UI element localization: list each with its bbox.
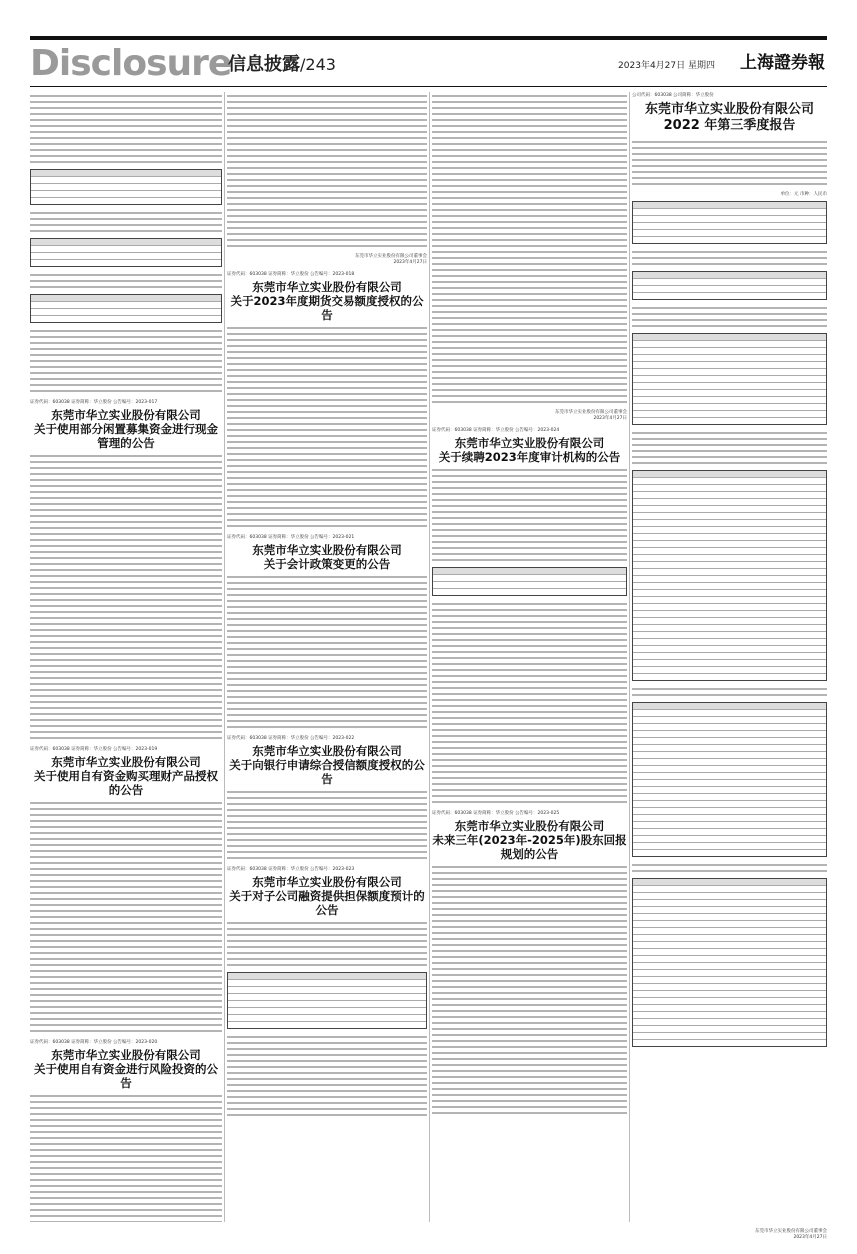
announcement-title: 东莞市华立实业股份有限公司 关于使用自有资金购买理财产品授权的公告 <box>34 755 218 797</box>
newspaper-name: 上海證券報 <box>740 53 825 73</box>
masthead-underline <box>30 86 827 87</box>
announcement-title: 东莞市华立实业股份有限公司 关于使用部分闲置募集资金进行现金管理的公告 <box>34 408 218 450</box>
data-table <box>432 567 627 596</box>
masthead <box>30 44 827 84</box>
announcement-codes: 证券代码：603038 证券简称：华立股份 公告编号：2023-020 <box>30 1040 158 1045</box>
announcement-codes: 证券代码：603038 证券简称：华立股份 公告编号：2023-021 <box>227 535 355 540</box>
announcement-header <box>30 1039 222 1090</box>
announcement-title: 东莞市华立实业股份有限公司 关于2023年度期货交易额度授权的公告 <box>230 280 424 322</box>
report-title: 东莞市华立实业股份有限公司 2022 年第三季度报告 <box>644 102 814 133</box>
announcement-codes: 证券代码：603038 证券简称：华立股份 公告编号：2023-022 <box>227 736 355 741</box>
announcement-header <box>227 735 427 786</box>
data-table <box>632 470 827 681</box>
unit-label: 单位：元 币种：人民币 <box>780 192 827 197</box>
announcement-header <box>227 866 427 917</box>
announcement-codes: 证券代码：603038 证券简称：华立股份 公告编号：2023-019 <box>30 747 158 752</box>
announcement-header <box>227 271 427 322</box>
announcement-codes: 证券代码：603038 证券简称：华立股份 公告编号：2023-023 <box>227 867 355 872</box>
data-table <box>632 271 827 300</box>
announcement-title: 东莞市华立实业股份有限公司 关于使用自有资金进行风险投资的公告 <box>34 1048 218 1090</box>
section-title <box>228 50 336 76</box>
announcement-codes: 证券代码：603038 证券简称：华立股份 公告编号：2023-018 <box>227 272 355 277</box>
announcement-codes: 证券代码：603038 证券简称：华立股份 公告编号：2023-017 <box>30 400 158 405</box>
issue-date: 2023年4月27日 星期四 <box>618 61 715 71</box>
closing-signature: 东莞市华立实业股份有限公司董事会 2023年4月27日 <box>755 1229 827 1240</box>
column-1 <box>30 92 222 1222</box>
data-table <box>30 169 222 205</box>
column-4 <box>632 92 827 1222</box>
data-table <box>30 238 222 267</box>
announcement-codes: 证券代码：603038 证券简称：华立股份 公告编号：2023-024 <box>432 428 560 433</box>
column-3 <box>432 92 627 1222</box>
body-text <box>30 94 222 164</box>
announcement-title: 东莞市华立实业股份有限公司 关于向银行申请综合授信额度授权的公告 <box>229 744 425 786</box>
data-table <box>632 333 827 425</box>
data-table <box>632 878 827 1047</box>
report-codes: 公司代码：603038 公司简称：华立股份 <box>632 93 714 98</box>
data-table <box>632 201 827 244</box>
top-rule <box>30 36 827 40</box>
announcement-title: 东莞市华立实业股份有限公司 关于对子公司融资提供担保额度预计的公告 <box>229 875 425 917</box>
data-table <box>632 702 827 857</box>
announcement-header <box>227 534 427 571</box>
signature: 东莞市华立实业股份有限公司董事会 2023年4月27日 <box>555 410 627 421</box>
announcement-title: 东莞市华立实业股份有限公司 关于会计政策变更的公告 <box>252 543 402 571</box>
announcement-codes: 证券代码：603038 证券简称：华立股份 公告编号：2023-025 <box>432 811 560 816</box>
data-table <box>30 294 222 323</box>
announcement-header <box>30 746 222 797</box>
section-name: 信息披露 <box>228 54 300 75</box>
announcement-title: 东莞市华立实业股份有限公司 未来三年(2023年-2025年)股东回报规划的公告 <box>432 819 627 861</box>
column-divider <box>224 92 225 1222</box>
announcement-title: 东莞市华立实业股份有限公司 关于续聘2023年度审计机构的公告 <box>438 436 621 464</box>
brand-logo: Disclosure <box>30 43 232 84</box>
page-number: /243 <box>300 55 336 74</box>
column-2 <box>227 92 427 1222</box>
column-divider <box>429 92 430 1222</box>
data-table <box>227 972 427 1029</box>
announcement-header <box>30 399 222 450</box>
column-divider <box>629 92 630 1222</box>
announcement-header <box>432 810 627 861</box>
signature: 东莞市华立实业股份有限公司董事会 2023年4月27日 <box>355 254 427 265</box>
announcement-header <box>432 427 627 464</box>
